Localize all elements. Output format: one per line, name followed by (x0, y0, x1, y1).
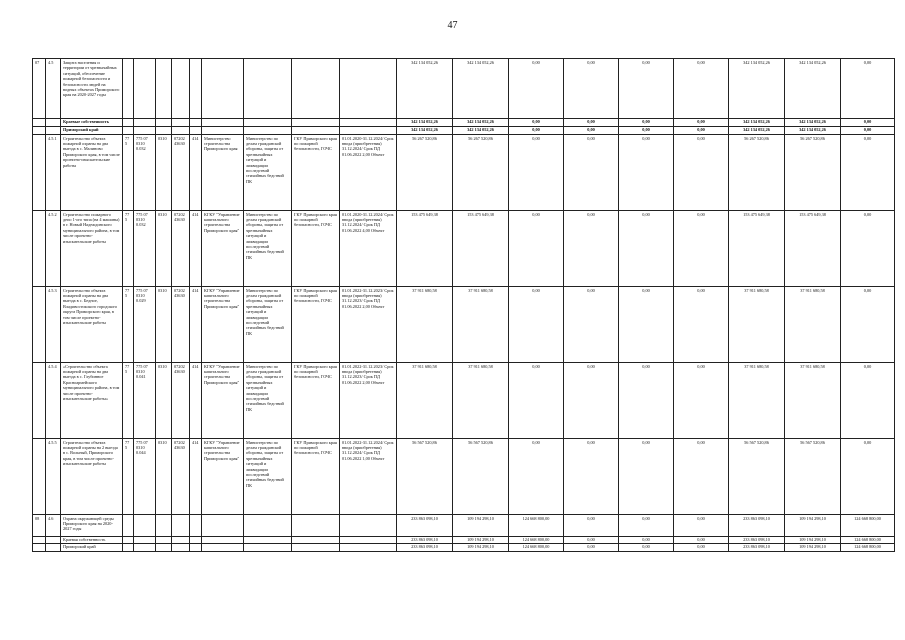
table-cell (172, 544, 190, 552)
table-cell (123, 119, 134, 127)
table-cell: 0,00 (509, 134, 564, 210)
table-cell: 0,00 (509, 126, 564, 134)
table-cell: 0,00 (674, 59, 729, 119)
table-cell: 0,00 (841, 126, 895, 134)
table-cell: 775 (123, 134, 134, 210)
table-row (33, 119, 895, 127)
table-cell: «Строительство объекта пожарной охраны на два выезда в с. Глубинное Красноармейского муниципального района, в том числе проектно-изыскательские работы» (61, 362, 123, 438)
table-cell: 01.01.2022-31.12.2024/ Срок ввода (приобретения) 31.12.2024/ Срок ПД 01.06.2022 1,00 Объект (340, 438, 397, 514)
table-cell: 07202 43630 (172, 210, 190, 286)
table-cell (33, 286, 46, 362)
table-cell: 0,00 (564, 126, 619, 134)
table-row (33, 438, 895, 514)
table-cell (292, 536, 340, 544)
table-cell: 37 911 680,58 (785, 362, 841, 438)
table-cell: ГКУ Приморского края по пожарной безопасности, ГОЧС (292, 210, 340, 286)
table-cell (244, 544, 292, 552)
table-cell: 0310 (156, 438, 172, 514)
table-cell (134, 119, 156, 127)
table-cell (46, 126, 61, 134)
table-cell (340, 536, 397, 544)
table-cell (33, 544, 46, 552)
table-cell: Краевая собственность (61, 536, 123, 544)
table-cell: 775 07 0310 0.041 (134, 362, 156, 438)
table-cell (190, 59, 202, 119)
table-cell (244, 126, 292, 134)
table-cell: 0,00 (564, 59, 619, 119)
table-cell (244, 59, 292, 119)
table-cell: 0,00 (841, 210, 895, 286)
table-cell: 0,00 (674, 438, 729, 514)
table-cell: 342 134 052,26 (453, 119, 509, 127)
table-cell: 109 194 298,10 (453, 536, 509, 544)
table-cell: 37 911 680,58 (397, 286, 453, 362)
table-cell: 0,00 (841, 438, 895, 514)
table-cell (134, 126, 156, 134)
table-cell (33, 119, 46, 127)
table-row (33, 514, 895, 536)
table-cell: 0,00 (509, 119, 564, 127)
table-cell: 775 07 0310 0.044 (134, 438, 156, 514)
table-cell: 0,00 (619, 134, 674, 210)
table-cell: 0,00 (564, 438, 619, 514)
table-cell (190, 514, 202, 536)
table-cell: 109 194 298,10 (453, 544, 509, 552)
table-cell: 342 134 052,26 (785, 119, 841, 127)
table-cell: 414 (190, 286, 202, 362)
table-cell: 124 668 800,00 (841, 536, 895, 544)
table-cell: ГКУ Приморского края по пожарной безопасности, ГОЧС (292, 438, 340, 514)
table-cell (292, 126, 340, 134)
table-cell: ГКУ Приморского края по пожарной безопасности, ГОЧС (292, 134, 340, 210)
table-cell: 124 668 800,00 (841, 514, 895, 536)
table-cell: 342 134 052,26 (453, 59, 509, 119)
table-cell (33, 210, 46, 286)
table-cell: Защита населения и территории от чрезвычайных ситуаций, обеспечение пожарной безопасности и безопасности людей на водных объектах Приморского края на 2020-2027 годы (61, 59, 123, 119)
table-cell: 0,00 (674, 286, 729, 362)
table-cell: 0,00 (674, 134, 729, 210)
table-cell: 233 863 098,10 (729, 536, 785, 544)
table-cell: 124 668 800,00 (509, 514, 564, 536)
table-cell (156, 514, 172, 536)
table-cell: КГКУ "Управление капитального строительства Приморского края" (202, 286, 244, 362)
table-cell (33, 438, 46, 514)
table-cell: 775 07 0310 0.032 (134, 134, 156, 210)
table-row (33, 544, 895, 552)
table-row (33, 59, 895, 119)
table-cell: 414 (190, 210, 202, 286)
table-cell (172, 119, 190, 127)
table-cell: Министерство по делам гражданской обороны, защиты от чрезвычайных ситуаций и ликвидации последствий стихийных бедствий ПК (244, 438, 292, 514)
table-cell (202, 514, 244, 536)
table-cell: 37 911 680,58 (729, 286, 785, 362)
table-cell: Министерство по делам гражданской обороны, защиты от чрезвычайных ситуаций и ликвидации последствий стихийных бедствий ПК (244, 362, 292, 438)
table-cell: 07202 43630 (172, 438, 190, 514)
table-cell: Краевые собственность (61, 119, 123, 127)
table-cell (292, 544, 340, 552)
table-cell (202, 59, 244, 119)
table-cell (340, 59, 397, 119)
table-cell: 0310 (156, 210, 172, 286)
table-cell: 775 (123, 210, 134, 286)
table-cell (190, 126, 202, 134)
table-cell: 56 567 520,86 (453, 438, 509, 514)
table-cell (123, 544, 134, 552)
table-cell: Строительство объекта пожарной охраны на 2 выезда в с. Вольный, Приморского края, в том числе проектно-изыскательские работы (61, 438, 123, 514)
table-row (33, 126, 895, 134)
table-cell (172, 59, 190, 119)
table-cell (46, 119, 61, 127)
table-cell: 342 134 052,26 (785, 59, 841, 119)
table-cell (33, 126, 46, 134)
table-cell (134, 514, 156, 536)
table-cell: Министерство по делам гражданской обороны, защиты от чрезвычайных ситуаций и ликвидации последствий стихийных бедствий ПК (244, 134, 292, 210)
table-row (33, 134, 895, 210)
page-number: 47 (447, 20, 458, 31)
table-cell: 0,00 (674, 362, 729, 438)
table-cell (156, 126, 172, 134)
table-cell: 124 668 800,00 (509, 544, 564, 552)
table-row (33, 210, 895, 286)
table-cell: 01.01.2020-31.12.2024/ Срок ввода (приобретения) 31.12.2024/ Срок ПД 01.06.2022 4,00 Объект (340, 210, 397, 286)
table-cell: 56 567 520,86 (729, 438, 785, 514)
table-cell: 0,00 (564, 536, 619, 544)
table-cell (244, 514, 292, 536)
table-cell (33, 536, 46, 544)
table-cell: 37 911 680,58 (453, 286, 509, 362)
table-cell: КГКУ "Управление капитального строительства Приморского края" (202, 210, 244, 286)
table-cell: 56 267 520,86 (397, 134, 453, 210)
table-row (33, 286, 895, 362)
table-row (33, 536, 895, 544)
table-cell (244, 119, 292, 127)
table-cell (172, 536, 190, 544)
table-cell: 07 (33, 59, 46, 119)
table-cell: Строительство объекта пожарной охраны на два выезда в с. Малиново Приморского края, в том числе проектно-изыскательские работы (61, 134, 123, 210)
table-cell: 0,00 (564, 210, 619, 286)
table-cell (46, 536, 61, 544)
table-cell: 0,00 (564, 514, 619, 536)
table-cell (340, 126, 397, 134)
table-cell (172, 514, 190, 536)
table-cell: 342 134 052,26 (729, 119, 785, 127)
table-cell: 0,00 (841, 59, 895, 119)
table-cell: 37 911 680,58 (453, 362, 509, 438)
table-cell: 0310 (156, 134, 172, 210)
table-cell (202, 126, 244, 134)
table-cell: 0,00 (509, 438, 564, 514)
table-cell: 37 911 680,58 (397, 362, 453, 438)
table-cell: 0,00 (674, 126, 729, 134)
table-cell: Приморский край (61, 544, 123, 552)
table-cell (340, 119, 397, 127)
table-cell: 56 267 520,86 (785, 134, 841, 210)
table-cell (340, 514, 397, 536)
table-cell: 0,00 (619, 362, 674, 438)
table-cell (244, 536, 292, 544)
table-cell: 0,00 (841, 286, 895, 362)
table-cell: 342 134 052,26 (785, 126, 841, 134)
table-cell: 342 134 052,26 (397, 59, 453, 119)
table-cell: КГКУ "Управление капитального строительства Приморского края" (202, 438, 244, 514)
table-cell (156, 119, 172, 127)
table-cell: 124 668 800,00 (841, 544, 895, 552)
table-cell: 342 134 052,26 (729, 59, 785, 119)
table-cell: 109 194 298,10 (785, 536, 841, 544)
table-cell: 0,00 (841, 134, 895, 210)
table-cell: 233 863 098,10 (729, 514, 785, 536)
table-cell: 08 (33, 514, 46, 536)
table-cell: ГКУ Приморского края по пожарной безопасности, ГОЧС (292, 362, 340, 438)
table-cell: 0,00 (674, 119, 729, 127)
table-cell: 37 911 680,58 (785, 286, 841, 362)
table-cell: 4.5.3 (46, 286, 61, 362)
table-cell: 0,00 (564, 134, 619, 210)
table-cell: 0,00 (841, 362, 895, 438)
table-cell: 109 194 298,10 (785, 544, 841, 552)
table-cell: 775 07 0310 0.029 (134, 286, 156, 362)
table-cell: 0,00 (619, 438, 674, 514)
table-cell (123, 59, 134, 119)
table-cell (134, 544, 156, 552)
table-cell: 0,00 (619, 544, 674, 552)
table-cell: Министерство по делам гражданской обороны, защиты от чрезвычайных ситуаций и ликвидации последствий стихийных бедствий ПК (244, 286, 292, 362)
table-cell: 07202 43630 (172, 286, 190, 362)
table-cell (156, 536, 172, 544)
table-cell: 775 07 0310 0.032 (134, 210, 156, 286)
table-cell: 4.5.2 (46, 210, 61, 286)
table-cell: 0310 (156, 362, 172, 438)
table-cell: 0310 (156, 286, 172, 362)
table-cell (202, 544, 244, 552)
table-cell: 153 475 649,38 (453, 210, 509, 286)
table-cell: 0,00 (619, 514, 674, 536)
table-cell: 0,00 (619, 286, 674, 362)
table-row (33, 362, 895, 438)
table-cell: 56 567 520,86 (785, 438, 841, 514)
table-cell: 07202 43630 (172, 134, 190, 210)
table-cell: 775 (123, 286, 134, 362)
table-cell: ГКУ Приморского края по пожарной безопасности, ГОЧС (292, 286, 340, 362)
table-cell (202, 119, 244, 127)
table-cell: 233 863 098,10 (397, 514, 453, 536)
table-cell: 0,00 (674, 544, 729, 552)
table-cell: 56 567 520,86 (397, 438, 453, 514)
table-cell: 0,00 (509, 59, 564, 119)
table-cell: 233 863 098,10 (397, 544, 453, 552)
table-cell (190, 544, 202, 552)
table-cell: Строительство пожарного депо 1-ого типа (на 4 машины) в г. Новый Надеждинского муниципального района, в том числе проектно-изыскательские работы (61, 210, 123, 286)
table-cell: 124 668 800,00 (509, 536, 564, 544)
table-cell: 0,00 (564, 362, 619, 438)
table-cell: 0,00 (509, 362, 564, 438)
table-cell: 342 134 052,26 (453, 126, 509, 134)
table-cell (134, 536, 156, 544)
table-cell: 342 134 052,26 (729, 126, 785, 134)
table-cell: 4.5 (46, 59, 61, 119)
table-cell: 4.6 (46, 514, 61, 536)
table-cell (292, 59, 340, 119)
table-cell: 0,00 (564, 544, 619, 552)
table-cell: 0,00 (674, 536, 729, 544)
table-cell (123, 126, 134, 134)
table-cell: Охрана окружающей среды Приморского края на 2020-2027 годы (61, 514, 123, 536)
table-cell (292, 514, 340, 536)
table-cell: 0,00 (619, 59, 674, 119)
table-cell: 342 134 052,26 (397, 126, 453, 134)
table-cell: 153 475 649,38 (729, 210, 785, 286)
table-cell: 0,00 (841, 119, 895, 127)
table-cell (156, 59, 172, 119)
table-cell: Министерство строительства Приморского края (202, 134, 244, 210)
table-cell: 0,00 (564, 286, 619, 362)
table-cell: 01.01.2022-31.12.2023/ Срок ввода (приобретения) 31.12.2023/ Срок ПД 01.06.2022 2,00 Объект (340, 362, 397, 438)
table-cell (33, 362, 46, 438)
table-cell: 153 475 649,38 (397, 210, 453, 286)
table-cell: 0,00 (619, 126, 674, 134)
table-cell: 0,00 (509, 286, 564, 362)
table-cell: 4.5.4 (46, 362, 61, 438)
table-cell: Строительство объекта пожарной охраны на два выезда в с. Бедное, Владивостокского городского округа Приморского края, в том числе проектно-изыскательские работы (61, 286, 123, 362)
table-cell: 109 194 298,10 (785, 514, 841, 536)
table-cell: КГКУ "Управление капитального строительства Приморского края" (202, 362, 244, 438)
table-cell (202, 536, 244, 544)
table-cell: 01.01.2022-31.12.2023/ Срок ввода (приобретения) 31.12.2023/ Срок ПД 01.06.2022 2,00 Объект (340, 286, 397, 362)
table-cell: 414 (190, 134, 202, 210)
table-cell: 0,00 (674, 514, 729, 536)
table-cell: 0,00 (619, 210, 674, 286)
table-cell: 56 267 520,86 (729, 134, 785, 210)
table-cell: 153 475 649,38 (785, 210, 841, 286)
table-cell: 414 (190, 362, 202, 438)
table-cell: 233 863 098,10 (397, 536, 453, 544)
table-cell: 342 134 052,26 (397, 119, 453, 127)
table-cell: 56 267 520,86 (453, 134, 509, 210)
table-cell: 775 (123, 438, 134, 514)
table-cell (33, 134, 46, 210)
table-cell: 109 194 298,10 (453, 514, 509, 536)
table-cell: 0,00 (509, 210, 564, 286)
table-cell (190, 119, 202, 127)
table-cell: 775 (123, 362, 134, 438)
table-cell (123, 514, 134, 536)
table-cell (172, 126, 190, 134)
table-cell: Приморский край (61, 126, 123, 134)
table-cell: 0,00 (564, 119, 619, 127)
table-cell: 0,00 (674, 210, 729, 286)
table-cell: 4.5.5 (46, 438, 61, 514)
table-cell: 37 911 680,58 (729, 362, 785, 438)
table-cell: 0,00 (619, 119, 674, 127)
table-cell (134, 59, 156, 119)
table-cell (340, 544, 397, 552)
table-cell: 414 (190, 438, 202, 514)
table-cell: Министерство по делам гражданской обороны, защиты от чрезвычайных ситуаций и ликвидации последствий стихийных бедствий ПК (244, 210, 292, 286)
table-cell (156, 544, 172, 552)
table-cell: 01.01.2020-31.12.2024/ Срок ввода (приобретения) 31.12.2024/ Срок ПД 01.06.2022 2,00 Объект (340, 134, 397, 210)
table-cell (46, 544, 61, 552)
table-cell: 0,00 (619, 536, 674, 544)
budget-table (32, 58, 895, 552)
table-cell: 4.5.1 (46, 134, 61, 210)
table-cell: 07202 43630 (172, 362, 190, 438)
table-cell (292, 119, 340, 127)
table-cell (190, 536, 202, 544)
table-cell: 233 863 098,10 (729, 544, 785, 552)
table-cell (123, 536, 134, 544)
